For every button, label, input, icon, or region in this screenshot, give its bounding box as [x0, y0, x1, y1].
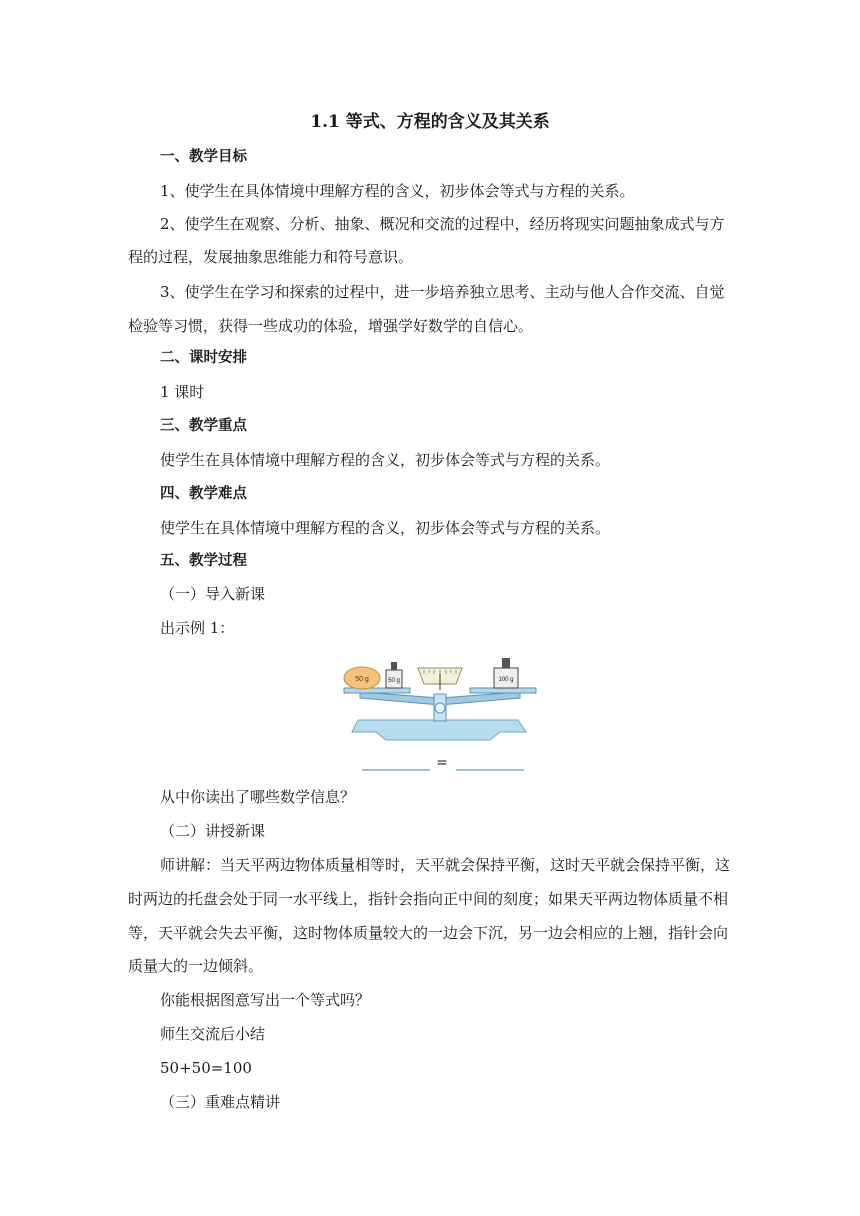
right-pan	[470, 688, 536, 693]
heading-process: 五、教学过程	[160, 553, 247, 569]
heading-objectives: 一、教学目标	[160, 149, 247, 165]
scale-pivot	[435, 703, 445, 713]
key-points-body: 使学生在具体情境中理解方程的含义，初步体会等式与方程的关系。	[160, 451, 611, 469]
left-weight-handle	[391, 662, 397, 670]
subheading-key-explain: （三）重难点精讲	[160, 1093, 281, 1111]
left-weight-label: 50 g	[388, 678, 400, 684]
summary-label: 师生交流后小结	[160, 1025, 266, 1043]
balance-scale-figure	[330, 650, 550, 778]
question-info: 从中你读出了哪些数学信息？	[160, 788, 356, 806]
doc-title: 1.1 等式、方程的含义及其关系	[310, 112, 550, 132]
subheading-intro: （一）导入新课	[160, 585, 266, 603]
difficulties-body: 使学生在具体情境中理解方程的含义，初步体会等式与方程的关系。	[160, 519, 611, 537]
objective-3-line1: 3、使学生在学习和探索的过程中，进一步培养独立思考、主动与他人合作交流、自觉	[160, 283, 725, 301]
para-line2: 时两边的托盘会处于同一水平线上，指针会指向正中间的刻度；如果天平两边物体质量不相	[128, 890, 729, 908]
para-line4: 质量大的一边倾斜。	[128, 957, 264, 975]
egg-label: 50 g	[355, 676, 369, 683]
scale-base	[352, 720, 526, 740]
question-equation: 你能根据图意写出一个等式吗？	[160, 991, 371, 1009]
schedule-body: 1 课时	[160, 383, 205, 401]
example-label: 出示例 1：	[160, 619, 235, 637]
heading-difficulties: 四、教学难点	[160, 486, 247, 502]
left-pan	[344, 688, 410, 693]
objective-2-line2: 程的过程，发展抽象思维能力和符号意识。	[128, 248, 414, 266]
right-weight-handle	[502, 658, 510, 668]
right-weight-label: 100 g	[498, 677, 514, 683]
objective-1: 1、使学生在具体情境中理解方程的含义，初步体会等式与方程的关系。	[160, 182, 635, 200]
heading-schedule: 二、课时安排	[160, 350, 247, 366]
subheading-new-lesson: （二）讲授新课	[160, 822, 266, 840]
para-line3: 等，天平就会失去平衡，这时物体质量较大的一边会下沉，另一边会相应的上翘，指针会向	[128, 924, 729, 942]
para-line1: 师讲解：当天平两边物体质量相等时，天平就会保持平衡，这时天平就会保持平衡，这	[160, 856, 731, 874]
equals-sign: =	[436, 755, 448, 771]
objective-2-line1: 2、使学生在观察、分析、抽象、概况和交流的过程中，经历将现实问题抽象成式与方	[160, 215, 725, 233]
equation-text: 50+50=100	[160, 1059, 252, 1077]
objective-3-line2: 检验等习惯，获得一些成功的体验，增强学好数学的自信心。	[128, 317, 534, 335]
heading-key-points: 三、教学重点	[160, 418, 247, 434]
